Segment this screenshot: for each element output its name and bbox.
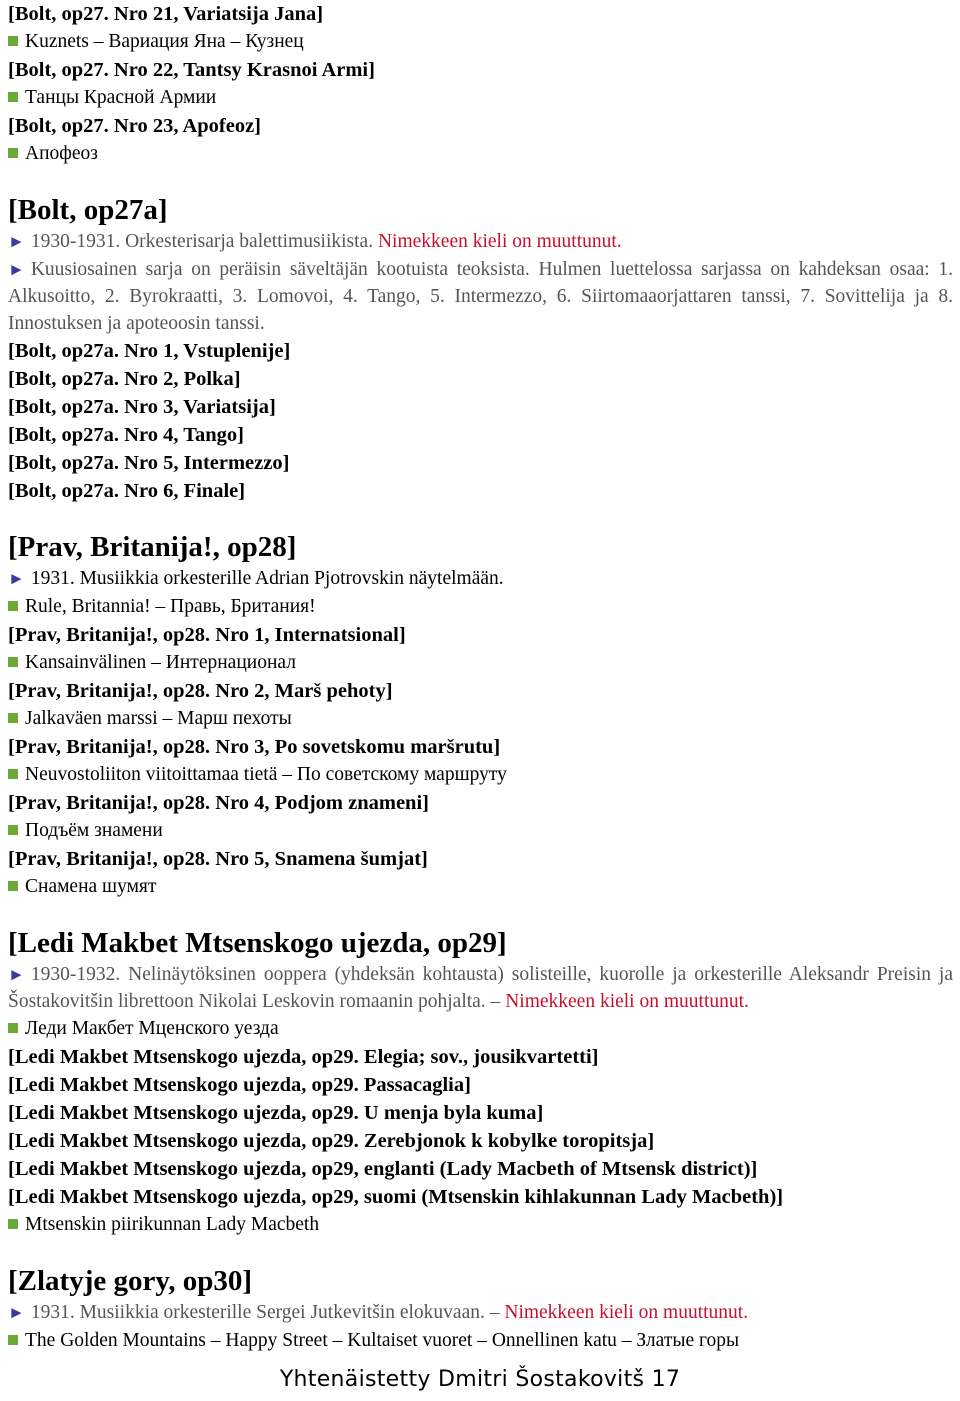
entry-heading: [Bolt, op27a. Nro 1, Vstuplenije] bbox=[8, 340, 291, 362]
green-square-icon bbox=[8, 657, 18, 667]
entry-heading: [Ledi Makbet Mtsenskogo ujezda, op29. Zerebjonok k kobylke toropitsja] bbox=[8, 1130, 655, 1152]
entry-heading: [Prav, Britanija!, op28. Nro 3, Po sovetskomu maršrutu] bbox=[8, 736, 501, 758]
entry-heading: [Bolt, op27a. Nro 2, Polka] bbox=[8, 368, 241, 390]
language-change-link[interactable]: Nimekkeen kieli on muuttunut. bbox=[505, 991, 749, 1012]
alt-title: Танцы Красной Армии bbox=[25, 87, 217, 108]
work-info: ► 1930-1932. Nelinäytöksinen ooppera (yhdeksän kohtausta) solisteille, kuorolle ja orkesterille Aleksandr Preisin ja Šostakovitšin librettoon Nikolai Leskovin romaanin pohjalta. – Nimekkeen kieli on muuttunut. bbox=[8, 964, 953, 1012]
entry-heading: [Bolt, op27. Nro 21, Variatsija Jana] bbox=[8, 3, 324, 25]
alt-title-line: Kansainvälinen – Интернационал bbox=[8, 649, 953, 677]
green-square-icon bbox=[8, 601, 18, 611]
document-page bbox=[8, 0, 953, 1355]
alt-title-line: Снамена шумят bbox=[8, 873, 953, 901]
work-description: ► Kuusiosainen sarja on peräisin säveltäjän kootuista teoksista. Hulmen luettelossa sarjassa on kahdeksan osaa: 1. Alkusoitto, 2. Byrokraatti, 3. Lomovoi, 4. Tango, 5. Intermezzo, 6. Siirtomaaorjattaren tanssi, 7. Sovittelija ja 8. Innostuksen ja apoteoosin tanssi. bbox=[8, 259, 953, 334]
alt-title-line: Rule, Britannia! – Правь, Британия! bbox=[8, 593, 953, 621]
entry-heading: [Ledi Makbet Mtsenskogo ujezda, op29. Elegia; sov., jousikvartetti] bbox=[8, 1046, 599, 1068]
entry-heading: [Bolt, op27. Nro 22, Tantsy Krasnoi Armi] bbox=[8, 59, 375, 81]
alt-title-line bbox=[8, 84, 953, 112]
page-footer: Yhtenäistetty Dmitri Šostakovitš 17 bbox=[279, 1367, 681, 1392]
language-change-link[interactable]: Nimekkeen kieli on muuttunut. bbox=[377, 231, 622, 252]
alt-title-line bbox=[8, 140, 953, 168]
alt-title-line: The Golden Mountains – Happy Street – Kultaiset vuoret – Onnellinen katu – Златые горы bbox=[8, 1327, 953, 1355]
work-info: ► 1931. Musiikkia orkesterille Sergei Jutkevitšin elokuvaan. – Nimekkeen kieli on muuttunut. bbox=[8, 1302, 749, 1323]
entry-heading: [Bolt, op27a. Nro 6, Finale] bbox=[8, 480, 246, 502]
entry-heading: [Bolt, op27a. Nro 5, Intermezzo] bbox=[8, 452, 290, 474]
entry-heading: [Bolt, op27a. Nro 3, Variatsija] bbox=[8, 396, 276, 418]
green-square-icon bbox=[8, 1219, 18, 1229]
language-change-link[interactable]: Nimekkeen kieli on muuttunut. bbox=[504, 1302, 749, 1323]
green-square-icon bbox=[8, 713, 18, 723]
alt-title: Kuznets – Вариация Яна – Кузнец bbox=[25, 31, 304, 52]
blue-arrow-icon: ► bbox=[8, 232, 25, 251]
entry-heading: [Prav, Britanija!, op28. Nro 2, Marš pehoty] bbox=[8, 680, 393, 702]
entry-heading: [Ledi Makbet Mtsenskogo ujezda, op29, suomi (Mtsenskin kihlakunnan Lady Macbeth)] bbox=[8, 1186, 784, 1208]
blue-arrow-icon: ► bbox=[8, 260, 25, 279]
alt-title-line: Леди Макбет Мценского уезда bbox=[8, 1015, 953, 1043]
entry-heading: [Prav, Britanija!, op28. Nro 5, Snamena šumjat] bbox=[8, 848, 428, 870]
work-title: [Zlatyje gory, op30] bbox=[8, 1265, 253, 1297]
work-info: ► 1931. Musiikkia orkesterille Adrian Pjotrovskin näytelmään. bbox=[8, 568, 504, 589]
alt-title-line: Mtsenskin piirikunnan Lady Macbeth bbox=[8, 1211, 953, 1239]
work-title: [Bolt, op27a] bbox=[8, 194, 168, 226]
green-square-icon bbox=[8, 36, 18, 46]
green-square-icon bbox=[8, 825, 18, 835]
green-square-icon bbox=[8, 769, 18, 779]
entry-heading: [Ledi Makbet Mtsenskogo ujezda, op29. U menja byla kuma] bbox=[8, 1102, 544, 1124]
entry-heading: [Bolt, op27a. Nro 4, Tango] bbox=[8, 424, 244, 446]
work-title: [Prav, Britanija!, op28] bbox=[8, 531, 297, 563]
entry-heading: [Prav, Britanija!, op28. Nro 1, Internatsional] bbox=[8, 624, 406, 646]
alt-title-line: Neuvostoliiton viitoittamaa tietä – По советскому маршруту bbox=[8, 761, 953, 789]
green-square-icon bbox=[8, 881, 18, 891]
work-info: ► 1930-1931. Orkesterisarja balettimusiikista. Nimekkeen kieli on muuttunut. bbox=[8, 231, 622, 252]
blue-arrow-icon: ► bbox=[8, 1303, 25, 1322]
blue-arrow-icon: ► bbox=[8, 965, 25, 984]
alt-title-line: Подъём знамени bbox=[8, 817, 953, 845]
entry-heading: [Bolt, op27. Nro 23, Apofeoz] bbox=[8, 115, 262, 137]
alt-title-line bbox=[8, 28, 953, 56]
work-title: [Ledi Makbet Mtsenskogo ujezda, op29] bbox=[8, 927, 507, 959]
green-square-icon bbox=[8, 148, 18, 158]
green-square-icon bbox=[8, 1023, 18, 1033]
green-square-icon bbox=[8, 92, 18, 102]
entry-heading: [Ledi Makbet Mtsenskogo ujezda, op29, englanti (Lady Macbeth of Mtsensk district)] bbox=[8, 1158, 758, 1180]
entry-heading: [Ledi Makbet Mtsenskogo ujezda, op29. Passacaglia] bbox=[8, 1074, 471, 1096]
alt-title-line: Jalkaväen marssi – Марш пехоты bbox=[8, 705, 953, 733]
blue-arrow-icon: ► bbox=[8, 569, 25, 588]
alt-title: Апофеоз bbox=[25, 143, 99, 164]
green-square-icon bbox=[8, 1335, 18, 1345]
entry-heading: [Prav, Britanija!, op28. Nro 4, Podjom znameni] bbox=[8, 792, 429, 814]
